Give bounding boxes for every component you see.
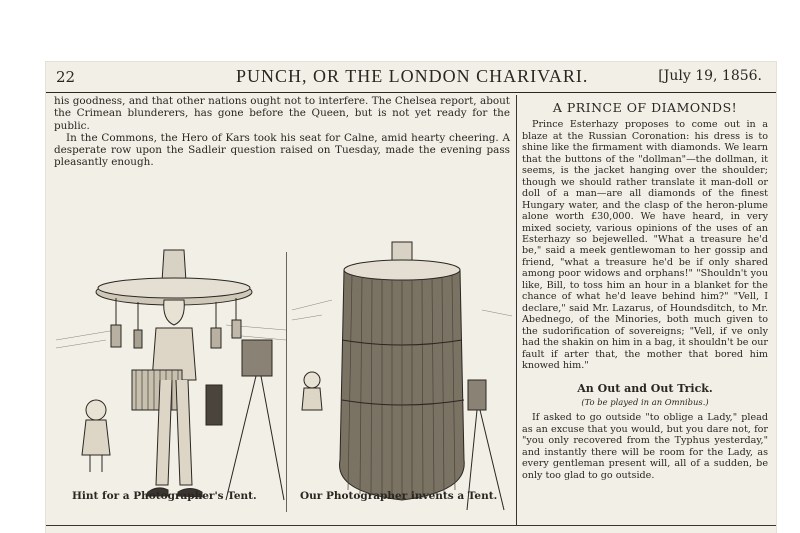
right-caption: Our Photographer invents a Tent. [300,490,498,502]
photographer-hat-illustration [56,230,286,520]
article-subtitle: An Out and Out Trick. [577,382,713,396]
newspaper-page [46,62,776,533]
article-paragraph-2: If asked to go outside "to oblige a Lady," plead as an excuse that you would, but you dare not, for "you only recovered from the Typhus yesterday," and instantly there will be room for the Lady, as every gentleman present will, all of a sudden, be only too glad to go outside. [522,412,768,481]
page-number: 22 [56,68,76,86]
masthead-title: PUNCH, OR THE LONDON CHARIVARI. [236,66,589,86]
article-paragraph-1: Prince Esterhazy proposes to come out in a blaze at the Russian Coronation: his dress is to shine like the firmament with diamonds. We learn that the buttons of the "dollman"—the dollman, it seems, is the jacket hanging over the shoulder; though we should rather translate it man-doll or doll of a man—are all diamonds of the finest Hungary water, and the clasp of the heron-plume alone worth £30,000. We have heard, in very mixed society, various opinions of the uses of an Esterhazy so bejewelled. "What a treasure he'd be," said a meek gentlewoman to her gossip and friend, "what a treasure he'd be if only shared among poor widows and orphans!" "Shouldn't you like, Bill, to toss him an hour in a blanket for the chance of what he'd leave behind him?" "Vell, I declare," said Mr. Lazarus, of Houndsditch, to Mr. Abednego, of the Minories, both much given to the sudorification of sovereigns; "Vell, if ve only had the shakin on him in a bag, it shouldn't be our fault if arter that, the mother that bored him knowed him." [522,119,768,371]
left-paragraph-1: his goodness, and that other nations ought not to interfere. The Chelsea report, about the Crimean blunderers, has gone before the Queen, but is not yet ready for the public. [54,95,510,132]
left-paragraph-2: In the Commons, the Hero of Kars took his seat for Calne, amid hearty cheering. A desperate row upon the Sadleir question raised on Tuesday, made the evening pass pleasantly enough. [54,131,510,169]
right-column [522,98,768,481]
bottom-rule [46,525,776,526]
issue-date: [July 19, 1856. [658,68,762,84]
article-subnote: (To be played in an Omnibus.) [581,396,709,407]
page-header [46,62,776,93]
left-caption: Hint for a Photographer's Tent. [72,490,257,502]
column-divider [516,95,517,525]
photographer-tent-illustration [292,230,512,520]
article-title: A PRINCE OF DIAMONDS! [552,100,738,115]
illustration-divider [286,252,287,512]
left-column-text [54,95,510,169]
